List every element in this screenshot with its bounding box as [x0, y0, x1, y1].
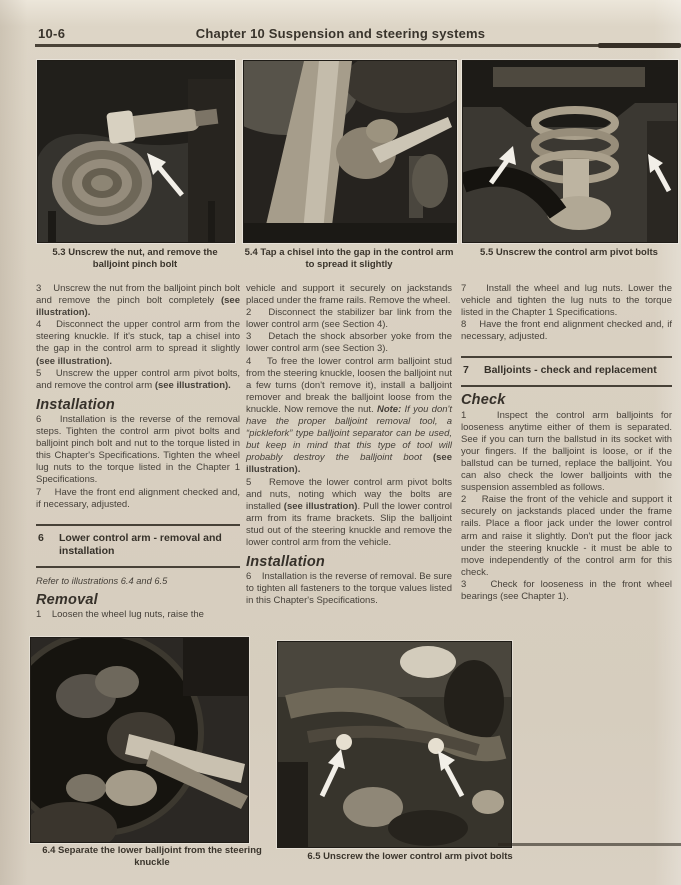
body-paragraph: 4 Disconnect the upper control arm from the steering knuckle. If it's stuck, tap a chisel into the gap in the control arm to spread it slightly (see illustration). [36, 319, 240, 367]
scan-artifact-line [498, 843, 681, 846]
body-paragraph: 8 Have the front end alignment checked and, if necessary, adjusted. [461, 319, 672, 343]
page-number: 10-6 [38, 26, 66, 41]
chisel-tap-photo [244, 61, 456, 242]
text-column-1 [36, 283, 240, 621]
body-paragraph: 7 Have the front end alignment checked and, if necessary, adjusted. [36, 486, 240, 510]
figure-5-3-photo [37, 60, 235, 243]
lower-control-arm-photo [278, 642, 511, 847]
figure-caption-6-5: 6.5 Unscrew the lower control arm pivot bolts [307, 851, 513, 862]
balljoint-pinch-bolt-photo [38, 61, 234, 242]
body-paragraph: 3 Unscrew the nut from the balljoint pinch bolt and remove the pinch bolt completely (see illustration). [36, 283, 240, 319]
figure-6-4-photo [30, 637, 249, 843]
body-paragraph: 2 Disconnect the stabilizer bar link from the lower control arm (see Section 4). [246, 307, 452, 331]
header-rule-smudge [598, 43, 681, 48]
body-paragraph: 2 Raise the front of the vehicle and support it securely on jackstands placed under the frame rails. Place a floor jack under the lower control arm and raise it slightly. Don't put the floor jack under the steering knuckle - it must be able to move independently of the control arm for this check. [461, 494, 672, 578]
section-number: 7 [463, 364, 469, 377]
body-paragraph: 4 To free the lower control arm balljoint stud from the steering knuckle, loosen the balljoint nut a few turns (don't remove it), install a balljoint remover and break the balljoint loose from the knuckle. Now remove the nut. Note: If you don't have the proper balljoint removal tool, a “picklefork” type balljoint separator can be used, but keep in mind that this type of tool will probably destroy the balljoint boot (see illustration). [246, 355, 452, 476]
section-heading [461, 356, 672, 387]
section-heading [36, 524, 240, 568]
text-column-2 [246, 283, 452, 607]
header-rule [35, 44, 681, 47]
figure-caption-6-4: 6.4 Separate the lower balljoint from the steering knuckle [42, 845, 262, 868]
section-title: Lower control arm - removal and installation [59, 531, 222, 557]
figure-caption-5-4: 5.4 Tap a chisel into the gap in the control arm to spread it slightly [244, 247, 454, 270]
body-paragraph: 6 Installation is the reverse of removal. Be sure to tighten all fasteners to the torque values listed in this Chapter's Specifications. [246, 571, 452, 607]
figure-caption-5-5: 5.5 Unscrew the control arm pivot bolts [480, 247, 658, 258]
body-paragraph: vehicle and support it securely on jackstands placed under the frame rails. Remove the wheel. [246, 283, 452, 307]
coil-spring-pivot-bolts-photo [463, 61, 677, 242]
subsection-heading: Removal [36, 591, 98, 608]
body-paragraph: 7 Install the wheel and lug nuts. Lower the vehicle and tighten the lug nuts to the torque listed in the Chapter 1 Specifications. [461, 283, 672, 319]
body-paragraph: 5 Unscrew the upper control arm pivot bolts, and remove the control arm (see illustration). [36, 367, 240, 391]
refer-to-illustrations-note: Refer to illustrations 6.4 and 6.5 [36, 575, 168, 586]
chapter-title: Chapter 10 Suspension and steering systems [195, 26, 486, 41]
body-paragraph: 1 Loosen the wheel lug nuts, raise the [36, 608, 204, 620]
figure-6-5-photo [277, 641, 512, 848]
subsection-heading: Installation [36, 396, 115, 413]
balljoint-separation-photo [31, 638, 248, 842]
figure-5-5-photo [462, 60, 678, 243]
figure-5-4-photo [243, 60, 457, 243]
body-paragraph: 1 Inspect the control arm balljoints for looseness anytime either of them is separated. See if you can turn the ballstud in its socket with your fingers. If the balljoint is loose, or if the ballstud can be turned, replace the balljoint. You can also check the lower balljoints with the suspension assembled as follows. [461, 409, 672, 494]
subsection-heading: Check [461, 392, 506, 409]
text-column-3 [461, 283, 672, 603]
body-paragraph: 3 Check for looseness in the front wheel bearings (see Chapter 1). [461, 578, 672, 602]
body-paragraph: 3 Detach the shock absorber yoke from the lower control arm (see Section 3). [246, 331, 452, 355]
body-paragraph: 6 Installation is the reverse of the removal steps. Tighten the control arm pivot bolts and balljoint pinch bolt and nut to the torque listed in this Chapter's Specifications. Tighten the wheel lug nuts to the torque listed in the Chapter 1 Specifications. [36, 413, 240, 486]
section-title: Balljoints - check and replacement [484, 364, 657, 377]
figure-caption-5-3: 5.3 Unscrew the nut, and remove the balljoint pinch bolt [52, 247, 218, 270]
body-paragraph: 5 Remove the lower control arm pivot bolts and nuts, noting which way the bolts are installed (see illustration). Pull the lower control arm from its frame brackets. Slip the balljoint stud out of the steering knuckle and remove the lower control arm from the vehicle. [246, 476, 453, 548]
subsection-heading: Installation [246, 554, 325, 571]
section-number: 6 [38, 531, 44, 544]
